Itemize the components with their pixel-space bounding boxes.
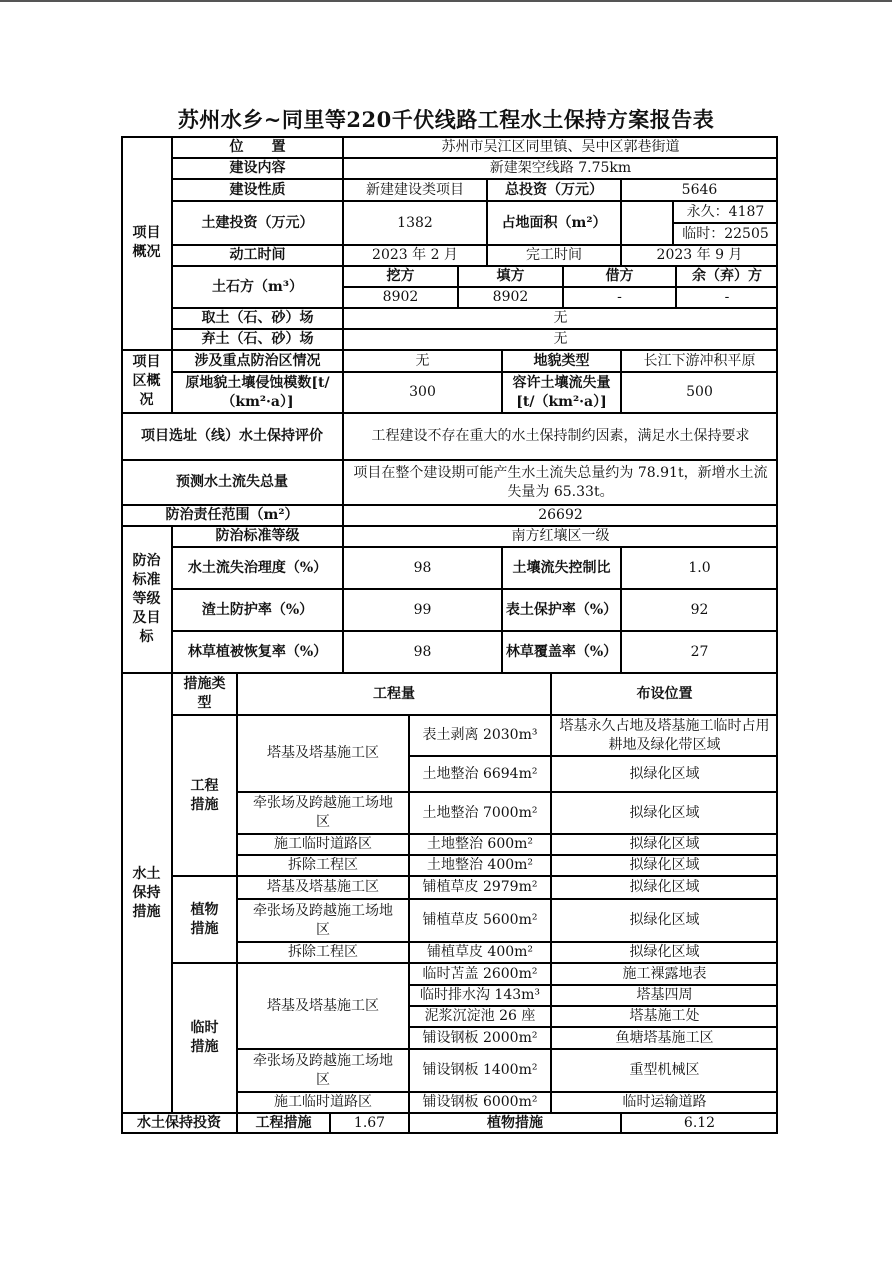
key-zone-value: 无 [343,350,502,372]
nature-value: 新建建设类项目 [343,179,487,201]
report-title: 苏州水乡~同里等220千伏线路工程水土保持方案报告表 [177,107,715,132]
location-label: 位 置 [172,136,343,158]
section-measures: 水土保持措施 [121,673,172,1113]
location-cell: 拟绿化区域 [551,899,778,942]
target-label: 林草覆盖率（%） [502,631,621,673]
quantity-cell: 铺设钢板 1400m² [409,1049,551,1092]
area-cell: 施工临时道路区 [237,834,409,855]
area-cell: 施工临时道路区 [237,1092,409,1113]
plant-measures-label: 植物措施 [172,876,237,963]
location-cell: 拟绿化区域 [551,756,778,792]
target-label: 渣土防护率（%） [172,589,343,631]
evaluation-text: 工程建设不存在重大的水土保持制约因素，满足水土保持要求 [343,413,778,460]
prediction-text: 项目在整个建设期可能产生水土流失总量约为 78.91t，新增水土流失量为 65.33t。 [343,460,778,505]
quantity-cell: 临时苫盖 2600m² [409,963,551,985]
location-value: 苏州市吴江区同里镇、吴中区郭巷街道 [343,136,778,158]
land-area-spacer [621,201,673,245]
grade-value: 南方红壤区一级 [343,526,778,547]
responsibility-value: 26692 [343,505,778,526]
location-cell: 塔基四周 [551,985,778,1006]
investment-label: 水土保持投资 [121,1113,237,1134]
area-cell: 牵张场及跨越施工场地区 [237,1049,409,1092]
earthwork-header-surplus: 余（弃）方 [676,266,778,287]
location-cell: 拟绿化区域 [551,876,778,899]
land-permanent: 永久：4187 [673,201,778,223]
area-cell: 塔基及塔基施工区 [237,715,409,792]
section-standard: 防治标准等级及目标 [121,526,172,673]
quantity-cell: 土地整治 7000m² [409,792,551,834]
borrow-site-value: 无 [343,308,778,329]
measure-type-header: 措施类型 [172,673,237,715]
area-cell: 牵张场及跨越施工场地区 [237,792,409,834]
nature-label: 建设性质 [172,179,343,201]
section-region: 项目区概况 [121,350,172,413]
spoil-site-label: 弃土（石、砂）场 [172,329,343,350]
page-top-rule [0,0,892,2]
responsibility-label: 防治责任范围（m²） [121,505,343,526]
finish-label: 完工时间 [487,245,621,266]
investment-engineering-label: 工程措施 [237,1113,330,1134]
land-temporary: 临时：22505 [673,223,778,245]
earthwork-header-fill: 填方 [458,266,563,287]
location-cell: 施工裸露地表 [551,963,778,985]
target-label: 表土保护率（%） [502,589,621,631]
landform-value: 长江下游冲积平原 [621,350,778,372]
area-cell: 塔基及塔基施工区 [237,963,409,1049]
engineering-measures-label: 工程措施 [172,715,237,876]
erosion-label: 原地貌土壤侵蚀模数[t/（km²·a）] [172,372,343,413]
quantity-header: 工程量 [237,673,551,715]
target-value: 92 [621,589,778,631]
total-invest-label: 总投资（万元） [487,179,621,201]
quantity-cell: 铺设钢板 2000m² [409,1027,551,1049]
location-cell: 拟绿化区域 [551,792,778,834]
target-value: 27 [621,631,778,673]
quantity-cell: 土地整治 600m² [409,834,551,855]
quantity-cell: 铺植草皮 2979m² [409,876,551,899]
earthwork-borrow: - [563,287,676,308]
section-overview: 项目概况 [121,136,172,350]
target-label: 土壤流失控制比 [502,547,621,589]
target-value: 1.0 [621,547,778,589]
location-cell: 鱼塘塔基施工区 [551,1027,778,1049]
spoil-site-value: 无 [343,329,778,350]
location-cell: 塔基永久占地及塔基施工临时占用耕地及绿化带区域 [551,715,778,756]
borrow-site-label: 取土（石、砂）场 [172,308,343,329]
finish-value: 2023 年 9 月 [621,245,778,266]
quantity-cell: 表土剥离 2030m³ [409,715,551,756]
evaluation-label: 项目选址（线）水土保持评价 [121,413,343,460]
quantity-cell: 铺植草皮 400m² [409,942,551,963]
earthwork-header-borrow: 借方 [563,266,676,287]
quantity-cell: 土地整治 400m² [409,855,551,876]
location-header: 布设位置 [551,673,778,715]
earthwork-label: 土石方（m³） [172,266,343,308]
investment-plant-label: 植物措施 [409,1113,621,1134]
target-label: 水土流失治理度（%） [172,547,343,589]
location-cell: 塔基施工处 [551,1006,778,1027]
allowed-loss-label: 容许土壤流失量[t/（km²·a）] [502,372,621,413]
land-area-label: 占地面积（m²） [487,201,621,245]
earthwork-header-cut: 挖方 [343,266,458,287]
key-zone-label: 涉及重点防治区情况 [172,350,343,372]
area-cell: 拆除工程区 [237,855,409,876]
quantity-cell: 铺植草皮 5600m² [409,899,551,942]
civil-invest-label: 土建投资（万元） [172,201,343,245]
erosion-value: 300 [343,372,502,413]
temporary-measures-label: 临时措施 [172,963,237,1113]
content-label: 建设内容 [172,158,343,179]
content-value: 新建架空线路 7.75km [343,158,778,179]
quantity-cell: 临时排水沟 143m³ [409,985,551,1006]
earthwork-fill: 8902 [458,287,563,308]
location-cell: 临时运输道路 [551,1092,778,1113]
investment-plant-value: 6.12 [621,1113,778,1134]
total-invest-value: 5646 [621,179,778,201]
area-cell: 塔基及塔基施工区 [237,876,409,899]
prediction-label: 预测水土流失总量 [121,460,343,505]
location-cell: 拟绿化区域 [551,834,778,855]
report-table [121,136,778,1134]
location-cell: 重型机械区 [551,1049,778,1092]
quantity-cell: 铺设钢板 6000m² [409,1092,551,1113]
quantity-cell: 土地整治 6694m² [409,756,551,792]
civil-invest-value: 1382 [343,201,487,245]
location-cell: 拟绿化区域 [551,855,778,876]
start-label: 动工时间 [172,245,343,266]
quantity-cell: 泥浆沉淀池 26 座 [409,1006,551,1027]
investment-engineering-value: 1.67 [330,1113,409,1134]
target-value: 98 [343,547,502,589]
target-label: 林草植被恢复率（%） [172,631,343,673]
target-value: 98 [343,631,502,673]
area-cell: 牵张场及跨越施工场地区 [237,899,409,942]
earthwork-cut: 8902 [343,287,458,308]
grade-label: 防治标准等级 [172,526,343,547]
location-cell: 拟绿化区域 [551,942,778,963]
start-value: 2023 年 2 月 [343,245,487,266]
allowed-loss-value: 500 [621,372,778,413]
earthwork-surplus: - [676,287,778,308]
area-cell: 拆除工程区 [237,942,409,963]
landform-label: 地貌类型 [502,350,621,372]
target-value: 99 [343,589,502,631]
